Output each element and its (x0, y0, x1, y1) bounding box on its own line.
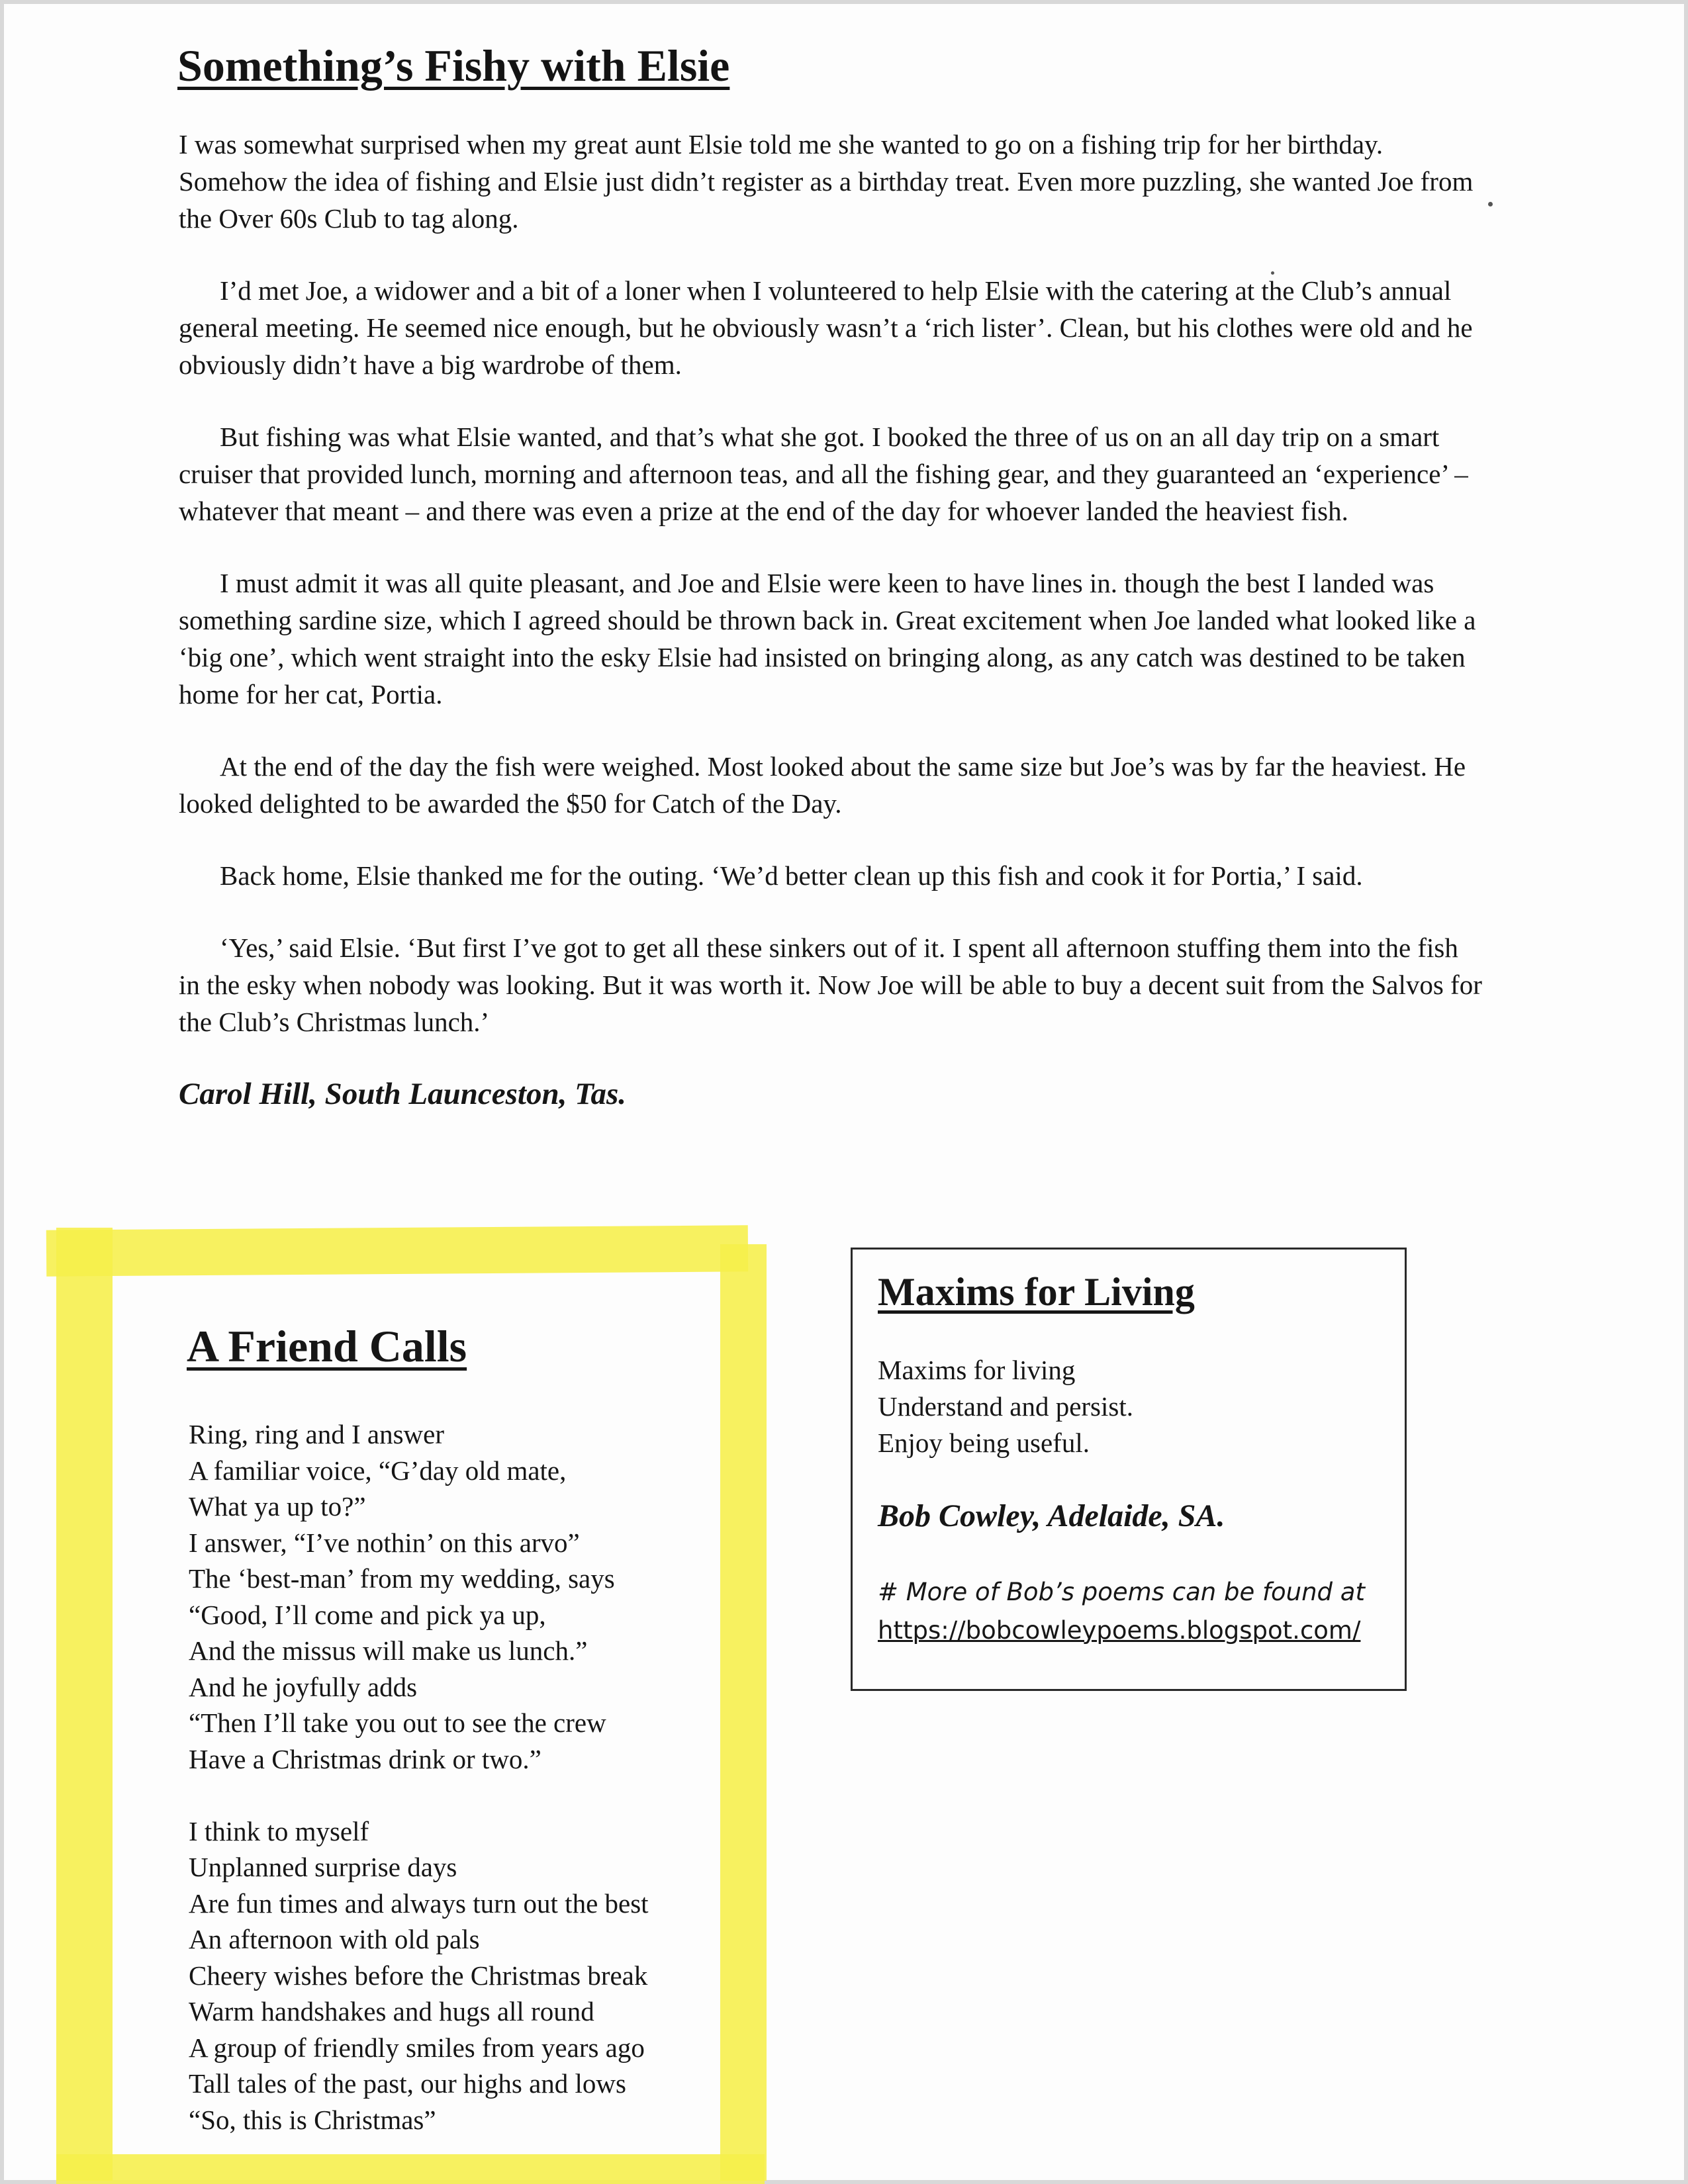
poem-line: And the missus will make us lunch.” (189, 1635, 588, 1666)
highlighter-mark-left (56, 1228, 113, 2181)
story-body (179, 126, 1486, 1148)
maxims-link[interactable]: https://bobcowleypoems.blogspot.com/ (878, 1616, 1361, 1645)
poem-line: Cheery wishes before the Christmas break (189, 1960, 648, 1991)
poem-line: Ring, ring and I answer (189, 1419, 444, 1449)
story-paragraph: But fishing was what Elsie wanted, and that’s what she got. I booked the three of us on an all day trip on a smart cruiser that provided lunch, morning and afternoon teas, and all the fishing gear, and they guaranteed an ‘experience’ – whatever that meant – and there was even a prize at the end of the day for whoever landed the heaviest fish. (179, 422, 1468, 526)
story-paragraph: At the end of the day the fish were weighed. Most looked about the same size but Joe’s was by far the heaviest. He looked delighted to be awarded the $50 for Catch of the Day. (179, 751, 1466, 819)
maxims-line: Enjoy being useful. (878, 1428, 1090, 1458)
maxims-title: Maxims for Living (878, 1270, 1195, 1314)
poem-line: Have a Christmas drink or two.” (189, 1743, 541, 1774)
poem-line: The ‘best-man’ from my wedding, says (189, 1563, 615, 1594)
maxims-poem (878, 1352, 1133, 1461)
poem-line: A group of friendly smiles from years ago (189, 2032, 645, 2063)
story-paragraph: I was somewhat surprised when my great aunt Elsie told me she wanted to go on a fishing trip for her birthday. Somehow the idea of fishing and Elsie just didn’t register as a birthday treat. Even more puzzling, she wanted Joe from the Over 60s Club to tag along. (179, 129, 1474, 234)
poem-line: “Then I’ll take you out to see the crew (189, 1707, 606, 1738)
scan-speck (1271, 271, 1274, 275)
story-title: Something’s Fishy with Elsie (177, 40, 730, 91)
story-paragraph: I’d met Joe, a widower and a bit of a loner when I volunteered to help Elsie with the catering at the Club’s annual general meeting. He seemed nice enough, but he obviously wasn’t a ‘rich lister’. Clean, but his clothes were old and he obviously didn’t have a big wardrobe of them. (179, 275, 1473, 380)
scan-speck (1488, 202, 1493, 206)
poem-line: Are fun times and always turn out the best (189, 1888, 649, 1919)
maxims-note: # More of Bob’s poems can be found at (878, 1578, 1365, 1606)
stanza-break (189, 1777, 718, 1813)
maxims-byline: Bob Cowley, Adelaide, SA. (878, 1498, 1225, 1533)
poem-line: An afternoon with old pals (189, 1924, 480, 1954)
poem-line: “Good, I’ll come and pick ya up, (189, 1599, 546, 1630)
highlighter-mark-bottom (56, 2154, 765, 2184)
poem-line: A familiar voice, “G’day old mate, (189, 1455, 567, 1486)
maxims-box (851, 1248, 1407, 1691)
story-paragraph: Back home, Elsie thanked me for the outing. ‘We’d better clean up this fish and cook it for Portia,’ I said. (220, 860, 1363, 891)
story-paragraph: I must admit it was all quite pleasant, and Joe and Elsie were keen to have lines in. though the best I landed was something sardine size, which I agreed should be thrown back in. Great excitement when Joe landed what looked like a ‘big one’, which went straight into the esky Elsie had insisted on bringing along, as any catch was destined to be taken home for her cat, Portia. (179, 568, 1476, 709)
highlighter-mark-top (46, 1225, 748, 1276)
poem-line: And he joyfully adds (189, 1671, 418, 1702)
story-byline: Carol Hill, South Launceston, Tas. (179, 1077, 627, 1111)
poem-line: What ya up to?” (189, 1491, 366, 1522)
highlighter-mark-right (720, 1244, 767, 2181)
poem-line: I think to myself (189, 1815, 369, 1846)
poem-body (189, 1416, 718, 2138)
story-paragraph: ‘Yes,’ said Elsie. ‘But first I’ve got to get all these sinkers out of it. I spent all afternoon stuffing them into the fish in the esky when nobody was looking. But it was worth it. Now Joe will be able to buy a decent suit from the Salvos for the Club’s Christmas lunch.’ (179, 933, 1482, 1037)
poem-line: I answer, “I’ve nothin’ on this arvo” (189, 1527, 580, 1558)
poem-title: A Friend Calls (187, 1321, 467, 1371)
poem-line: Tall tales of the past, our highs and lows (189, 2068, 626, 2099)
maxims-line: Maxims for living (878, 1355, 1076, 1385)
poem-line: “So, this is Christmas” (189, 2104, 436, 2135)
poem-line: Unplanned surprise days (189, 1852, 457, 1882)
maxims-line: Understand and persist. (878, 1391, 1133, 1422)
poem-line: Warm handshakes and hugs all round (189, 1996, 594, 2026)
